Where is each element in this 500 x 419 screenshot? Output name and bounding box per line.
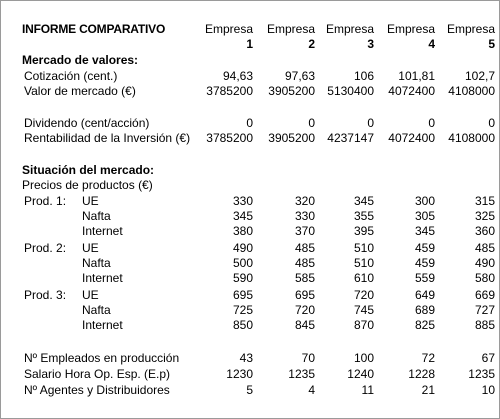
row-label: Rentabilidad de la Inversión (€) bbox=[24, 131, 191, 145]
value-cell: 745 bbox=[353, 303, 374, 317]
row-label: Valor de mercado (€) bbox=[24, 84, 136, 98]
value-cell: 70 bbox=[301, 351, 315, 365]
company-5-label: Empresa bbox=[446, 22, 495, 36]
value-cell: 97,63 bbox=[284, 69, 315, 83]
precios-label: Precios de productos (€) bbox=[22, 178, 153, 192]
table-row bbox=[1, 241, 500, 256]
value-cell: 305 bbox=[414, 209, 435, 223]
table-row bbox=[1, 224, 500, 239]
value-cell: 325 bbox=[474, 209, 495, 223]
company-4-label: Empresa bbox=[386, 22, 435, 36]
value-cell: 94,63 bbox=[222, 69, 253, 83]
company-1-number: 1 bbox=[246, 37, 253, 51]
value-cell: 380 bbox=[232, 224, 253, 238]
channel-label: Internet bbox=[82, 224, 123, 238]
value-cell: 500 bbox=[232, 256, 253, 270]
value-cell: 330 bbox=[232, 194, 253, 208]
report-title: INFORME COMPARATIVO bbox=[22, 22, 166, 36]
value-cell: 43 bbox=[239, 351, 253, 365]
value-cell: 1230 bbox=[226, 367, 253, 381]
value-cell: 1235 bbox=[468, 367, 495, 381]
company-2-label: Empresa bbox=[266, 22, 315, 36]
channel-label: Nafta bbox=[82, 303, 111, 317]
value-cell: 825 bbox=[414, 318, 435, 332]
value-cell: 1228 bbox=[408, 367, 435, 381]
channel-label: UE bbox=[82, 288, 99, 302]
value-cell: 101,81 bbox=[398, 69, 435, 83]
value-cell: 0 bbox=[428, 116, 435, 130]
value-cell: 490 bbox=[474, 256, 495, 270]
value-cell: 585 bbox=[294, 271, 315, 285]
value-cell: 720 bbox=[294, 303, 315, 317]
company-4-number: 4 bbox=[428, 37, 435, 51]
value-cell: 870 bbox=[353, 318, 374, 332]
product-name: Prod. 3: bbox=[24, 288, 67, 302]
value-cell: 67 bbox=[481, 351, 495, 365]
table-row bbox=[1, 288, 500, 303]
value-cell: 649 bbox=[414, 288, 435, 302]
section-heading-situacion: Situación del mercado: bbox=[22, 163, 155, 177]
company-3-label: Empresa bbox=[325, 22, 374, 36]
value-cell: 485 bbox=[474, 241, 495, 255]
table-row bbox=[1, 271, 500, 286]
value-cell: 689 bbox=[414, 303, 435, 317]
value-cell: 459 bbox=[414, 256, 435, 270]
value-cell: 300 bbox=[414, 194, 435, 208]
value-cell: 100 bbox=[353, 351, 374, 365]
value-cell: 330 bbox=[294, 209, 315, 223]
value-cell: 11 bbox=[361, 383, 374, 397]
value-cell: 695 bbox=[294, 288, 315, 302]
table-row bbox=[1, 131, 500, 146]
channel-label: Internet bbox=[82, 271, 123, 285]
value-cell: 355 bbox=[353, 209, 374, 223]
value-cell: 315 bbox=[474, 194, 495, 208]
value-cell: 5130400 bbox=[327, 84, 374, 98]
value-cell: 21 bbox=[421, 383, 435, 397]
value-cell: 360 bbox=[474, 224, 495, 238]
row-label: Nº Agentes y Distribuidores bbox=[24, 383, 170, 397]
value-cell: 485 bbox=[294, 241, 315, 255]
value-cell: 850 bbox=[232, 318, 253, 332]
value-cell: 3785200 bbox=[206, 84, 253, 98]
value-cell: 1235 bbox=[288, 367, 315, 381]
value-cell: 395 bbox=[353, 224, 374, 238]
value-cell: 4072400 bbox=[388, 131, 435, 145]
row-label: Nº Empleados en producción bbox=[24, 351, 180, 365]
value-cell: 106 bbox=[353, 69, 374, 83]
table-row bbox=[1, 194, 500, 209]
table-row bbox=[1, 351, 500, 366]
value-cell: 510 bbox=[353, 256, 374, 270]
channel-label: Nafta bbox=[82, 209, 111, 223]
value-cell: 3785200 bbox=[206, 131, 253, 145]
value-cell: 345 bbox=[414, 224, 435, 238]
table-row bbox=[1, 383, 500, 398]
value-cell: 559 bbox=[414, 271, 435, 285]
table-row bbox=[1, 367, 500, 382]
value-cell: 610 bbox=[353, 271, 374, 285]
value-cell: 5 bbox=[246, 383, 253, 397]
channel-label: Nafta bbox=[82, 256, 111, 270]
table-row bbox=[1, 84, 500, 99]
value-cell: 1240 bbox=[347, 367, 374, 381]
section-heading-mercado-valores: Mercado de valores: bbox=[22, 53, 139, 67]
company-number-row bbox=[1, 37, 500, 52]
value-cell: 720 bbox=[353, 288, 374, 302]
value-cell: 590 bbox=[232, 271, 253, 285]
row-label: Cotización (cent.) bbox=[24, 69, 118, 83]
table-row bbox=[1, 303, 500, 318]
table-row bbox=[1, 256, 500, 271]
value-cell: 695 bbox=[232, 288, 253, 302]
value-cell: 0 bbox=[488, 116, 495, 130]
value-cell: 490 bbox=[232, 241, 253, 255]
value-cell: 3905200 bbox=[268, 131, 315, 145]
value-cell: 3905200 bbox=[268, 84, 315, 98]
value-cell: 4237147 bbox=[327, 131, 374, 145]
value-cell: 4108000 bbox=[448, 84, 495, 98]
value-cell: 4108000 bbox=[448, 131, 495, 145]
table-row bbox=[1, 69, 500, 84]
value-cell: 0 bbox=[246, 116, 253, 130]
channel-label: UE bbox=[82, 241, 99, 255]
company-1-label: Empresa bbox=[204, 22, 253, 36]
value-cell: 0 bbox=[308, 116, 315, 130]
value-cell: 345 bbox=[353, 194, 374, 208]
value-cell: 580 bbox=[474, 271, 495, 285]
value-cell: 0 bbox=[367, 116, 374, 130]
value-cell: 320 bbox=[294, 194, 315, 208]
value-cell: 10 bbox=[481, 383, 495, 397]
table-row bbox=[1, 318, 500, 333]
value-cell: 885 bbox=[474, 318, 495, 332]
value-cell: 845 bbox=[294, 318, 315, 332]
value-cell: 725 bbox=[232, 303, 253, 317]
value-cell: 102,7 bbox=[464, 69, 495, 83]
section-heading-row bbox=[1, 53, 500, 68]
table-row bbox=[1, 209, 500, 224]
channel-label: UE bbox=[82, 194, 99, 208]
value-cell: 669 bbox=[474, 288, 495, 302]
value-cell: 459 bbox=[414, 241, 435, 255]
section-heading-row bbox=[1, 163, 500, 178]
row-label: Salario Hora Op. Esp. (E.p) bbox=[24, 367, 171, 381]
product-name: Prod. 2: bbox=[24, 241, 67, 255]
value-cell: 345 bbox=[232, 209, 253, 223]
table-row bbox=[1, 116, 500, 131]
value-cell: 4 bbox=[308, 383, 315, 397]
channel-label: Internet bbox=[82, 318, 123, 332]
company-header-row bbox=[1, 22, 500, 37]
value-cell: 4072400 bbox=[388, 84, 435, 98]
subheading-row bbox=[1, 178, 500, 193]
value-cell: 727 bbox=[474, 303, 495, 317]
row-label: Dividendo (cent/acción) bbox=[24, 116, 150, 130]
company-3-number: 3 bbox=[367, 37, 374, 51]
value-cell: 485 bbox=[294, 256, 315, 270]
product-name: Prod. 1: bbox=[24, 194, 67, 208]
company-2-number: 2 bbox=[308, 37, 315, 51]
value-cell: 510 bbox=[353, 241, 374, 255]
value-cell: 72 bbox=[421, 351, 435, 365]
value-cell: 370 bbox=[294, 224, 315, 238]
company-5-number: 5 bbox=[488, 37, 495, 51]
